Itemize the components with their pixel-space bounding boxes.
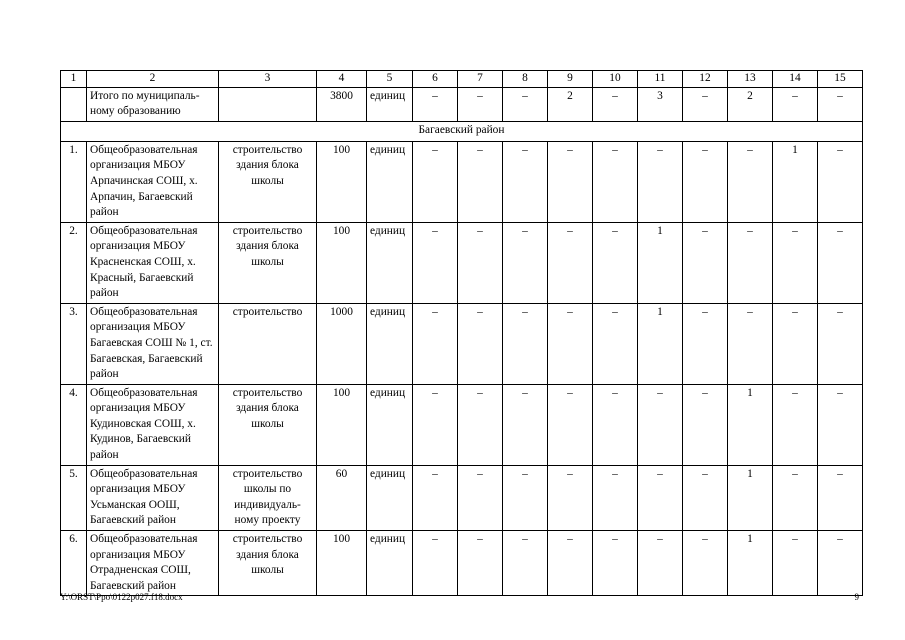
column-number-header: 1 — [61, 71, 87, 88]
year-value-cell: – — [728, 303, 773, 384]
year-value-cell: – — [548, 141, 593, 222]
year-value-cell: – — [818, 531, 863, 596]
column-number-header: 9 — [548, 71, 593, 88]
year-value-cell: – — [458, 222, 503, 303]
data-table — [60, 70, 863, 596]
table-row — [61, 222, 863, 303]
organization-name: Итого по муниципаль-ному образованию — [87, 87, 219, 121]
table-row — [61, 384, 863, 465]
year-value-cell: – — [818, 303, 863, 384]
year-value-cell: – — [548, 303, 593, 384]
year-value-cell: – — [548, 222, 593, 303]
year-value-cell: – — [413, 87, 458, 121]
year-value-cell: – — [503, 87, 548, 121]
section-title: Багаевский район — [61, 121, 863, 141]
year-value-cell: 1 — [773, 141, 818, 222]
year-value-cell: – — [458, 465, 503, 530]
year-value-cell: 1 — [638, 303, 683, 384]
year-value-cell: – — [683, 384, 728, 465]
unit-label: единиц — [367, 384, 413, 465]
column-number-header: 11 — [638, 71, 683, 88]
unit-label: единиц — [367, 531, 413, 596]
year-value-cell: – — [548, 465, 593, 530]
year-value-cell: – — [638, 531, 683, 596]
year-value-cell: – — [503, 531, 548, 596]
year-value-cell: 1 — [638, 222, 683, 303]
year-value-cell: – — [503, 384, 548, 465]
year-value-cell: – — [413, 303, 458, 384]
row-number: 1. — [61, 141, 87, 222]
work-type: строительство здания блока школы — [219, 222, 317, 303]
unit-label: единиц — [367, 87, 413, 121]
year-value-cell: 3 — [638, 87, 683, 121]
year-value-cell: – — [503, 222, 548, 303]
year-value-cell: – — [728, 141, 773, 222]
column-number-header: 12 — [683, 71, 728, 88]
organization-name: Общеобразовательная организация МБОУ Усьманская ООШ, Багаевский район — [87, 465, 219, 530]
year-value-cell: 1 — [728, 531, 773, 596]
year-value-cell: 1 — [728, 465, 773, 530]
section-row — [61, 121, 863, 141]
work-type: строительство здания блока школы — [219, 384, 317, 465]
column-number-header: 10 — [593, 71, 638, 88]
year-value-cell: – — [683, 465, 728, 530]
year-value-cell: – — [773, 531, 818, 596]
year-value-cell: 2 — [728, 87, 773, 121]
unit-label: единиц — [367, 465, 413, 530]
year-value-cell: – — [638, 384, 683, 465]
year-value-cell: – — [638, 141, 683, 222]
year-value-cell: – — [593, 465, 638, 530]
year-value-cell: – — [773, 303, 818, 384]
work-type — [219, 87, 317, 121]
year-value-cell: – — [458, 531, 503, 596]
capacity-value: 100 — [317, 141, 367, 222]
column-number-header: 13 — [728, 71, 773, 88]
row-number: 4. — [61, 384, 87, 465]
year-value-cell: – — [548, 531, 593, 596]
year-value-cell: – — [683, 141, 728, 222]
year-value-cell: – — [458, 141, 503, 222]
row-number: 6. — [61, 531, 87, 596]
year-value-cell: – — [818, 222, 863, 303]
row-number — [61, 87, 87, 121]
year-value-cell: – — [593, 531, 638, 596]
work-type: строительство — [219, 303, 317, 384]
column-number-row — [61, 71, 863, 88]
year-value-cell: – — [593, 222, 638, 303]
column-number-header: 8 — [503, 71, 548, 88]
year-value-cell: – — [458, 303, 503, 384]
year-value-cell: – — [548, 384, 593, 465]
column-number-header: 4 — [317, 71, 367, 88]
year-value-cell: – — [413, 141, 458, 222]
column-number-header: 2 — [87, 71, 219, 88]
column-number-header: 7 — [458, 71, 503, 88]
year-value-cell: 2 — [548, 87, 593, 121]
year-value-cell: – — [593, 141, 638, 222]
year-value-cell: – — [503, 303, 548, 384]
organization-name: Общеобразовательная организация МБОУ Арпачинская СОШ, х. Арпачин, Багаевский район — [87, 141, 219, 222]
work-type: строительство школы по индивидуаль-ному проекту — [219, 465, 317, 530]
year-value-cell: – — [413, 222, 458, 303]
column-number-header: 3 — [219, 71, 317, 88]
year-value-cell: – — [593, 384, 638, 465]
capacity-value: 100 — [317, 222, 367, 303]
column-number-header: 14 — [773, 71, 818, 88]
organization-name: Общеобразовательная организация МБОУ Багаевская СОШ № 1, ст. Багаевская, Багаевский район — [87, 303, 219, 384]
year-value-cell: – — [818, 141, 863, 222]
column-number-header: 5 — [367, 71, 413, 88]
year-value-cell: – — [773, 384, 818, 465]
year-value-cell: – — [818, 87, 863, 121]
unit-label: единиц — [367, 222, 413, 303]
year-value-cell: – — [683, 87, 728, 121]
total-row — [61, 87, 863, 121]
year-value-cell: – — [593, 87, 638, 121]
organization-name: Общеобразовательная организация МБОУ Кудиновская СОШ, х. Кудинов, Багаевский район — [87, 384, 219, 465]
year-value-cell: – — [818, 465, 863, 530]
row-number: 3. — [61, 303, 87, 384]
capacity-value: 100 — [317, 531, 367, 596]
year-value-cell: – — [458, 87, 503, 121]
year-value-cell: – — [683, 531, 728, 596]
year-value-cell: – — [728, 222, 773, 303]
column-number-header: 6 — [413, 71, 458, 88]
year-value-cell: – — [683, 222, 728, 303]
year-value-cell: – — [413, 465, 458, 530]
work-type: строительство здания блока школы — [219, 531, 317, 596]
year-value-cell: – — [773, 87, 818, 121]
year-value-cell: – — [503, 465, 548, 530]
column-number-header: 15 — [818, 71, 863, 88]
year-value-cell: – — [593, 303, 638, 384]
capacity-value: 100 — [317, 384, 367, 465]
capacity-value: 3800 — [317, 87, 367, 121]
unit-label: единиц — [367, 303, 413, 384]
year-value-cell: – — [413, 384, 458, 465]
work-type: строительство здания блока школы — [219, 141, 317, 222]
year-value-cell: – — [458, 384, 503, 465]
capacity-value: 1000 — [317, 303, 367, 384]
table-row — [61, 465, 863, 530]
capacity-value: 60 — [317, 465, 367, 530]
table-row — [61, 141, 863, 222]
organization-name: Общеобразовательная организация МБОУ Красненская СОШ, х. Красный, Багаевский район — [87, 222, 219, 303]
table-row — [61, 303, 863, 384]
footer-file-path: Y:\ORST\Ppo\0122p027.f18.docx — [60, 592, 183, 602]
footer-page-number: 9 — [854, 592, 859, 602]
year-value-cell: – — [683, 303, 728, 384]
year-value-cell: – — [773, 222, 818, 303]
organization-name: Общеобразовательная организация МБОУ Отрадненская СОШ, Багаевский район — [87, 531, 219, 596]
year-value-cell: – — [503, 141, 548, 222]
row-number: 2. — [61, 222, 87, 303]
table-row — [61, 531, 863, 596]
year-value-cell: – — [818, 384, 863, 465]
row-number: 5. — [61, 465, 87, 530]
year-value-cell: – — [413, 531, 458, 596]
year-value-cell: – — [773, 465, 818, 530]
year-value-cell: 1 — [728, 384, 773, 465]
unit-label: единиц — [367, 141, 413, 222]
year-value-cell: – — [638, 465, 683, 530]
